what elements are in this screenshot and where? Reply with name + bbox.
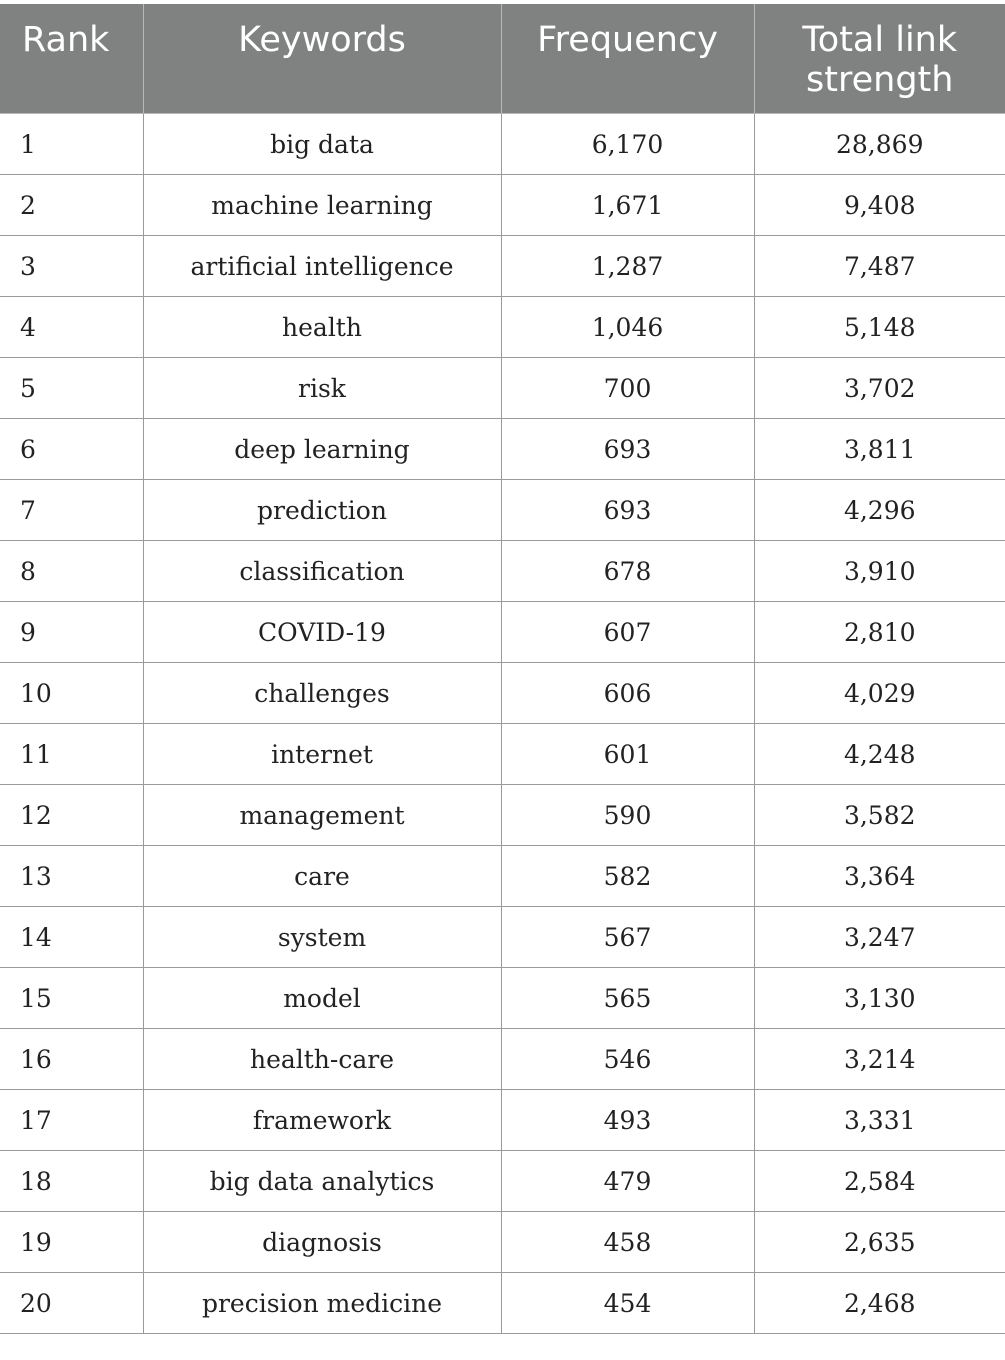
rank-cell: 2 (0, 175, 143, 236)
table-row (0, 663, 1005, 724)
table-row (0, 297, 1005, 358)
table-row (0, 358, 1005, 419)
rank-cell: 10 (0, 663, 143, 724)
frequency-cell: 567 (501, 907, 754, 968)
rank-cell: 14 (0, 907, 143, 968)
total-link-strength-cell: 4,248 (754, 724, 1005, 785)
table-row (0, 907, 1005, 968)
header-total-link-strength-line2: strength (806, 60, 954, 100)
keyword-cell: challenges (143, 663, 501, 724)
frequency-cell: 493 (501, 1090, 754, 1151)
table-row (0, 1029, 1005, 1090)
rank-cell: 17 (0, 1090, 143, 1151)
keyword-cell: health (143, 297, 501, 358)
keyword-cell: internet (143, 724, 501, 785)
total-link-strength-cell: 3,130 (754, 968, 1005, 1029)
frequency-cell: 582 (501, 846, 754, 907)
table-row (0, 602, 1005, 663)
table-row (0, 846, 1005, 907)
keyword-cell: deep learning (143, 419, 501, 480)
rank-cell: 1 (0, 114, 143, 175)
table-row (0, 236, 1005, 297)
table-row (0, 1151, 1005, 1212)
rank-cell: 16 (0, 1029, 143, 1090)
table-header (0, 4, 1005, 114)
keyword-cell: diagnosis (143, 1212, 501, 1273)
table-row (0, 114, 1005, 175)
frequency-cell: 458 (501, 1212, 754, 1273)
table-row (0, 541, 1005, 602)
keyword-cell: management (143, 785, 501, 846)
total-link-strength-cell: 3,582 (754, 785, 1005, 846)
table-row (0, 724, 1005, 785)
header-rank (0, 4, 143, 114)
rank-cell: 6 (0, 419, 143, 480)
frequency-cell: 454 (501, 1273, 754, 1334)
table-row (0, 419, 1005, 480)
rank-cell: 7 (0, 480, 143, 541)
frequency-cell: 1,671 (501, 175, 754, 236)
total-link-strength-cell: 9,408 (754, 175, 1005, 236)
frequency-cell: 546 (501, 1029, 754, 1090)
header-frequency (501, 4, 754, 114)
rank-cell: 15 (0, 968, 143, 1029)
keyword-cell: care (143, 846, 501, 907)
total-link-strength-cell: 3,214 (754, 1029, 1005, 1090)
header-keywords-label: Keywords (238, 20, 406, 60)
rank-cell: 12 (0, 785, 143, 846)
total-link-strength-cell: 4,029 (754, 663, 1005, 724)
frequency-cell: 606 (501, 663, 754, 724)
rank-cell: 11 (0, 724, 143, 785)
keyword-cell: machine learning (143, 175, 501, 236)
keyword-cell: system (143, 907, 501, 968)
frequency-cell: 607 (501, 602, 754, 663)
table-row (0, 1212, 1005, 1273)
table-row (0, 968, 1005, 1029)
header-row (0, 4, 1005, 114)
total-link-strength-cell: 3,247 (754, 907, 1005, 968)
frequency-cell: 6,170 (501, 114, 754, 175)
total-link-strength-cell: 2,810 (754, 602, 1005, 663)
frequency-cell: 678 (501, 541, 754, 602)
keyword-cell: big data analytics (143, 1151, 501, 1212)
table-row (0, 1090, 1005, 1151)
total-link-strength-cell: 5,148 (754, 297, 1005, 358)
rank-cell: 13 (0, 846, 143, 907)
frequency-cell: 1,287 (501, 236, 754, 297)
frequency-cell: 693 (501, 480, 754, 541)
rank-cell: 9 (0, 602, 143, 663)
table-row (0, 175, 1005, 236)
total-link-strength-cell: 2,584 (754, 1151, 1005, 1212)
keyword-cell: big data (143, 114, 501, 175)
rank-cell: 18 (0, 1151, 143, 1212)
rank-cell: 4 (0, 297, 143, 358)
header-keywords (143, 4, 501, 114)
total-link-strength-cell: 7,487 (754, 236, 1005, 297)
table-body (0, 114, 1005, 1334)
frequency-cell: 693 (501, 419, 754, 480)
keyword-cell: model (143, 968, 501, 1029)
frequency-cell: 479 (501, 1151, 754, 1212)
keyword-cell: classification (143, 541, 501, 602)
total-link-strength-cell: 3,331 (754, 1090, 1005, 1151)
table-row (0, 480, 1005, 541)
header-rank-label: Rank (22, 20, 110, 60)
rank-cell: 8 (0, 541, 143, 602)
rank-cell: 5 (0, 358, 143, 419)
total-link-strength-cell: 3,910 (754, 541, 1005, 602)
keyword-cell: artificial intelligence (143, 236, 501, 297)
total-link-strength-cell: 3,364 (754, 846, 1005, 907)
keywords-table (0, 4, 1005, 1334)
keyword-cell: precision medicine (143, 1273, 501, 1334)
header-total-link-strength-line1: Total link (802, 20, 958, 60)
total-link-strength-cell: 4,296 (754, 480, 1005, 541)
table-row (0, 785, 1005, 846)
keyword-cell: COVID-19 (143, 602, 501, 663)
frequency-cell: 601 (501, 724, 754, 785)
rank-cell: 20 (0, 1273, 143, 1334)
total-link-strength-cell: 2,635 (754, 1212, 1005, 1273)
total-link-strength-cell: 2,468 (754, 1273, 1005, 1334)
header-frequency-label: Frequency (537, 20, 718, 60)
rank-cell: 3 (0, 236, 143, 297)
frequency-cell: 590 (501, 785, 754, 846)
total-link-strength-cell: 28,869 (754, 114, 1005, 175)
frequency-cell: 1,046 (501, 297, 754, 358)
total-link-strength-cell: 3,702 (754, 358, 1005, 419)
rank-cell: 19 (0, 1212, 143, 1273)
keyword-cell: health-care (143, 1029, 501, 1090)
header-total-link-strength-label (755, 4, 1005, 100)
keyword-cell: risk (143, 358, 501, 419)
keyword-cell: framework (143, 1090, 501, 1151)
table-row (0, 1273, 1005, 1334)
frequency-cell: 700 (501, 358, 754, 419)
frequency-cell: 565 (501, 968, 754, 1029)
header-total-link-strength (754, 4, 1005, 114)
keyword-cell: prediction (143, 480, 501, 541)
total-link-strength-cell: 3,811 (754, 419, 1005, 480)
